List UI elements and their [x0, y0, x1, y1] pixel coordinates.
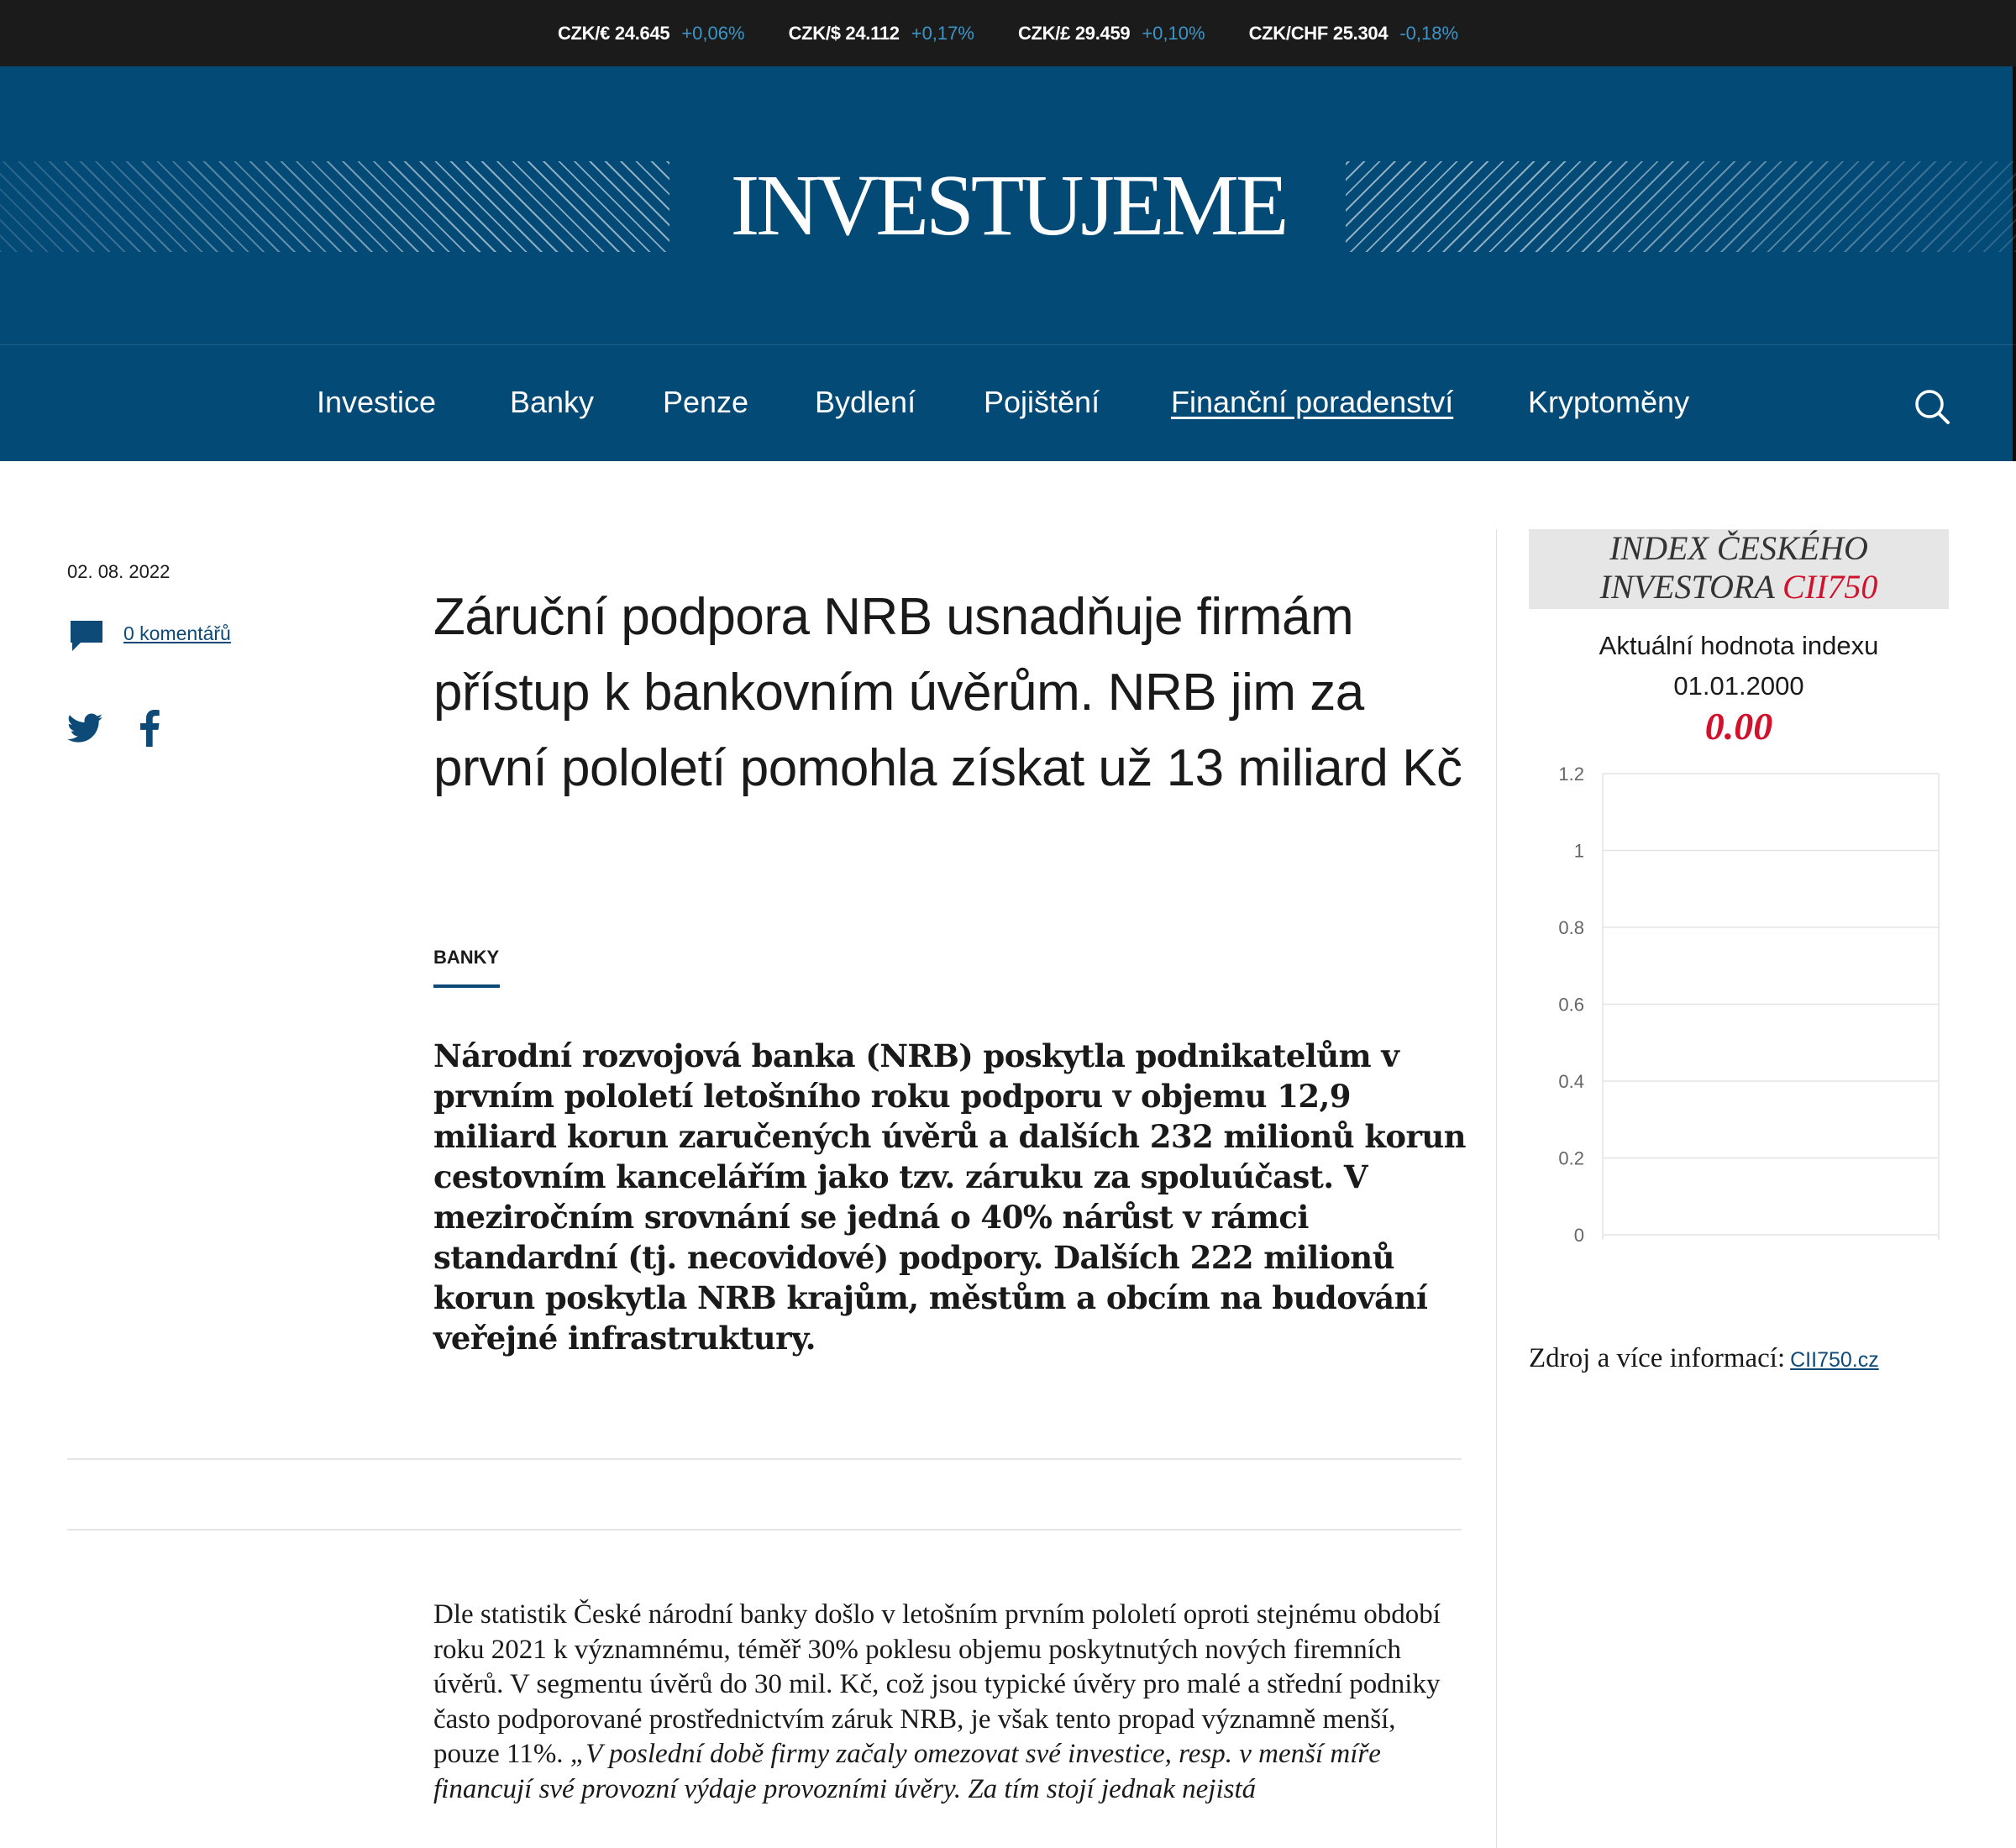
nav-item-bydleni[interactable]: Bydlení	[815, 385, 916, 419]
article-date: 02. 08. 2022	[67, 561, 171, 582]
ticker-rate: CZK/CHF 25.304	[1248, 22, 1389, 44]
site-logo[interactable]: INVESTUJEME	[730, 157, 1286, 254]
index-subtitle-text: Aktuální hodnota indexu	[1599, 631, 1879, 660]
index-title-line1: INDEX ČESKÉHO	[1609, 529, 1868, 567]
facebook-icon[interactable]	[138, 710, 161, 747]
index-subtitle	[1529, 626, 1949, 706]
chart-y-tick-label: 0.8	[1558, 917, 1584, 938]
ticker-item-chf	[1249, 23, 1458, 45]
index-source	[1529, 1343, 1879, 1374]
ticker-change: +0,10%	[1142, 22, 1205, 44]
header-divider	[0, 344, 2016, 345]
nav-item-financni-poradenstvi[interactable]: Finanční poradenství	[1171, 385, 1454, 419]
ticker-change: +0,17%	[911, 22, 974, 44]
index-widget-header	[1529, 529, 1949, 609]
chart-y-tick-label: 0.2	[1558, 1147, 1584, 1169]
index-title-text: INVESTORA	[1599, 568, 1775, 606]
article-lead: Národní rozvojová banka (NRB) poskytla podnikatelům v prvním pololetí letošního roku podporu v objemu 12,9 miliard korun zaručených úvěrů a dalších 232 milionů korun cestovním kancelářím jako tzv. záruku za spoluúčast. V meziročním srovnání se jedná o 40% nárůst v rámci standardní (tj. necovidové) podpory. Dalších 222 milionů korun poskytla NRB krajům, městům a obcím na budování veřejné infrastruktury.	[433, 1037, 1466, 1357]
ticker-change: +0,06%	[681, 22, 745, 44]
separator	[67, 1458, 1462, 1460]
nav-item-penze[interactable]: Penze	[663, 385, 749, 419]
ticker-item-gbp	[1018, 23, 1205, 45]
index-title-line2	[1529, 568, 1949, 606]
chart-y-tick-label: 0.6	[1558, 994, 1584, 1016]
main-nav	[0, 370, 2016, 437]
sidebar-divider	[1496, 529, 1497, 1848]
header-hatch-left	[0, 161, 669, 252]
chart-y-tick-label: 1	[1573, 840, 1584, 862]
article-category[interactable]: BANKY	[433, 947, 500, 968]
nav-item-investice[interactable]: Investice	[317, 385, 437, 419]
body-paragraph: Dle statistik České národní banky došlo v letošním prvním pololetí oproti stejnému období roku 2021 k významnému, téměř 30% poklesu objemu poskytnutých nových firemních úvěrů. V segmentu úvěrů do 30 mil. Kč, což jsou typické úvěry pro malé a střední podniky často podporované prostřednictvím záruk NRB, je však tento propad významně menší, pouze 11%.	[433, 1599, 1441, 1769]
ticker-rate: CZK/$ 24.112	[788, 22, 900, 44]
index-value: 0.00	[1704, 705, 1773, 748]
nav-item-kryptomeny[interactable]: Kryptoměny	[1528, 385, 1690, 419]
nav-item-banky[interactable]: Banky	[510, 385, 595, 419]
source-link[interactable]: CII750.cz	[1790, 1348, 1879, 1372]
ticker-rate: CZK/£ 29.459	[1017, 22, 1131, 44]
chart-y-tick-label: 1.2	[1558, 764, 1584, 785]
header-hatch-right	[1346, 161, 2016, 252]
currency-ticker	[0, 0, 2016, 66]
twitter-icon[interactable]	[67, 712, 102, 744]
nav-item-pojisteni[interactable]: Pojištění	[984, 385, 1100, 419]
chart-y-tick-label: 0.4	[1558, 1071, 1584, 1092]
search-icon[interactable]	[1914, 388, 1950, 425]
index-brand: CII750	[1782, 568, 1878, 606]
category-underline	[433, 984, 500, 988]
ticker-item-usd	[789, 23, 974, 45]
ticker-change: -0,18%	[1399, 22, 1459, 44]
article-title: Záruční podpora NRB usnadňuje firmám přístup k bankovním úvěrům. NRB jim za první pololetí pomohla získat už 13 miliard Kč	[433, 588, 1462, 797]
ticker-rate: CZK/€ 24.645	[557, 22, 670, 44]
comments-link[interactable]: 0 komentářů	[123, 622, 231, 644]
source-label: Zdroj a více informací:	[1529, 1343, 1786, 1373]
chart-y-tick-label: 0	[1573, 1225, 1584, 1246]
separator	[67, 1529, 1462, 1530]
index-chart	[1529, 752, 1949, 1256]
body-quote: „V poslední době firmy začaly omezovat své investice, resp. v menší míře financují své provozní výdaje provozními úvěry. Za tím stojí jednak nejistá	[433, 1739, 1381, 1804]
ticker-item-eur	[558, 23, 745, 45]
article-body	[433, 1598, 1467, 1807]
index-date: 01.01.2000	[1673, 671, 1804, 701]
comment-icon[interactable]	[69, 619, 104, 653]
